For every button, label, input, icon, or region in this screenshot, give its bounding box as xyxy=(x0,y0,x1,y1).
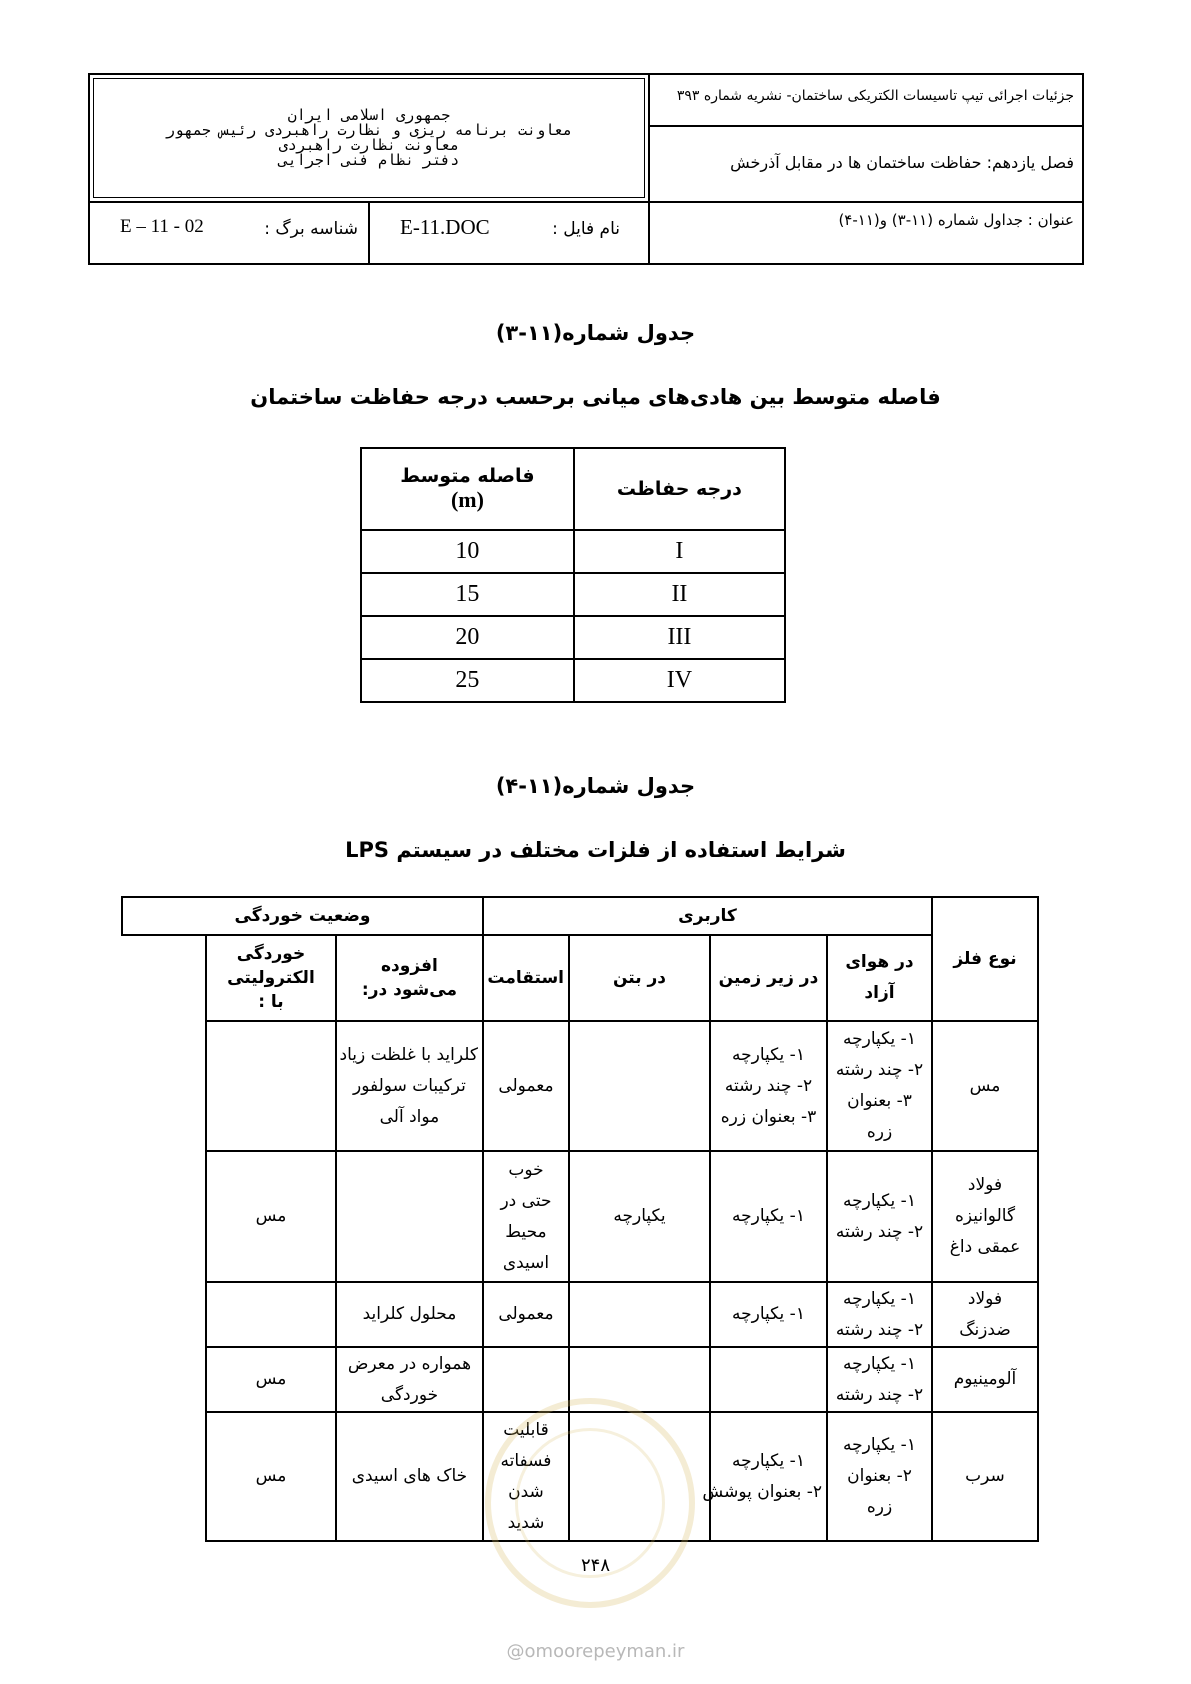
concrete-cell xyxy=(569,1347,710,1412)
increased-in-cell xyxy=(336,1151,483,1282)
col-concrete: در بتن xyxy=(569,935,710,1021)
increased-in-cell: همواره در معرض خوردگی xyxy=(336,1347,483,1412)
file-name-cell xyxy=(370,203,650,263)
col-underground: در زیر زمین xyxy=(710,935,827,1021)
table2-body xyxy=(122,1021,1038,1541)
distance-cell: 10 xyxy=(361,530,574,573)
underground-cell xyxy=(710,1347,827,1412)
col-protection-grade: درجه حفاظت xyxy=(574,448,785,530)
organization-cell xyxy=(90,75,650,203)
col-resistance: استقامت xyxy=(483,935,569,1021)
file-name-value: E-11.DOC xyxy=(400,215,490,239)
col-open-air: در هوای آزاد xyxy=(827,935,932,1021)
resistance-cell: معمولی xyxy=(483,1282,569,1347)
metal-cell: فولاد ضدزنگ xyxy=(932,1282,1038,1347)
increased-in-cell: خاک های اسیدی xyxy=(336,1412,483,1541)
distance-cell: 25 xyxy=(361,659,574,702)
distance-cell: 15 xyxy=(361,573,574,616)
col-electrolytic: خوردگی الکترولیتی با : xyxy=(206,935,336,1021)
underground-cell: ۱- یکپارچه xyxy=(710,1151,827,1282)
table1-number: جدول شماره(۱۱-۳) xyxy=(495,321,696,345)
chapter-title: فصل یازدهم: حفاظت ساختمان ها در مقابل آذرخش xyxy=(730,153,1074,172)
underground-cell: ۱- یکپارچه xyxy=(710,1282,827,1347)
electrolytic-cell: مس xyxy=(206,1347,336,1412)
underground-cell: ۱- یکپارچه ۲- چند رشته ۳- بعنوان زره xyxy=(710,1021,827,1151)
table1 xyxy=(360,447,786,703)
grade-cell: III xyxy=(574,616,785,659)
metal-cell: مس xyxy=(932,1021,1038,1151)
col-increased-in: افزوده می‌شود در: xyxy=(336,935,483,1021)
col-group-corrosion: وضعیت خوردگی xyxy=(122,897,483,935)
org-line: دفتر نظام فنی اجرایی xyxy=(278,151,460,169)
open-air-cell: ۱- یکپارچه ۲- چند رشته xyxy=(827,1347,932,1412)
electrolytic-cell xyxy=(206,1282,336,1347)
table-row xyxy=(122,1282,1038,1347)
org-line: معاونت برنامه ریزی و نظارت راهبردی رئیس جمهور xyxy=(165,121,573,139)
watermark: @omoorepeyman.ir xyxy=(506,1641,685,1662)
metal-cell: سرب xyxy=(932,1412,1038,1541)
subject-title: عنوان : جداول شماره (۱۱-۳) و(۱۱-۴) xyxy=(838,211,1074,229)
table-row xyxy=(122,1021,1038,1151)
organization-box xyxy=(93,78,645,198)
org-line: معاونت نظارت راهبردی xyxy=(278,136,460,154)
grade-cell: II xyxy=(574,573,785,616)
underground-cell: ۱- یکپارچه ۲- بعنوان پوشش xyxy=(710,1412,827,1541)
resistance-cell xyxy=(483,1347,569,1412)
table-row xyxy=(122,1412,1038,1541)
table-row xyxy=(122,1151,1038,1282)
table2 xyxy=(121,896,1039,1542)
table2-number: جدول شماره(۱۱-۴) xyxy=(495,774,696,798)
table-header-row xyxy=(361,448,785,530)
table-row xyxy=(361,616,785,659)
file-name-label: نام فایل : xyxy=(552,219,620,239)
distance-cell: 20 xyxy=(361,616,574,659)
grade-cell: I xyxy=(574,530,785,573)
table-row xyxy=(361,573,785,616)
concrete-cell xyxy=(569,1282,710,1347)
table-row xyxy=(361,530,785,573)
increased-in-cell: محلول کلراید xyxy=(336,1282,483,1347)
table-row xyxy=(361,659,785,702)
electrolytic-cell: مس xyxy=(206,1412,336,1541)
publication-title: جزئیات اجرائی تیپ تاسیسات الکتریکی ساختمان- نشریه شماره ۳۹۳ xyxy=(676,88,1074,104)
open-air-cell: ۱- یکپارچه ۲- چند رشته xyxy=(827,1282,932,1347)
table-header-row xyxy=(122,897,1038,935)
increased-in-cell: کلراید با غلظت زیاد ترکیبات سولفور مواد آلی xyxy=(336,1021,483,1151)
org-line: جمهوری اسلامی ایران xyxy=(287,106,451,124)
col-group-usage: کاربری xyxy=(483,897,932,935)
publication-cell xyxy=(650,75,1082,127)
open-air-cell: ۱- یکپارچه ۲- چند رشته ۳- بعنوان زره xyxy=(827,1021,932,1151)
open-air-cell: ۱- یکپارچه ۲- بعنوان زره xyxy=(827,1412,932,1541)
concrete-cell: یکپارچه xyxy=(569,1151,710,1282)
grade-cell: IV xyxy=(574,659,785,702)
metal-cell: آلومینیوم xyxy=(932,1347,1038,1412)
col-average-distance: فاصله متوسط (m) xyxy=(361,448,574,530)
sheet-id-label: شناسه برگ : xyxy=(264,219,358,239)
col-metal-type: نوع فلز xyxy=(932,897,1038,1021)
table-header-row xyxy=(122,935,1038,1021)
page-number: ۲۴۸ xyxy=(580,1555,610,1576)
sheet-id-cell xyxy=(90,203,370,263)
resistance-cell: معمولی xyxy=(483,1021,569,1151)
electrolytic-cell: مس xyxy=(206,1151,336,1282)
resistance-cell: قابلیت فسفاته شدن شدید xyxy=(483,1412,569,1541)
document-header xyxy=(88,73,1084,265)
metal-cell: فولاد گالوانیزه عمقی داغ xyxy=(932,1151,1038,1282)
table1-title: فاصله متوسط بین هادی‌های میانی برحسب درجه حفاظت ساختمان xyxy=(250,385,941,409)
concrete-cell xyxy=(569,1412,710,1541)
sheet-id-value: E – 11 - 02 xyxy=(120,216,204,237)
table2-title: شرایط استفاده از فلزات مختلف در سیستم LPS xyxy=(345,838,846,862)
open-air-cell: ۱- یکپارچه ۲- چند رشته xyxy=(827,1151,932,1282)
table-row xyxy=(122,1347,1038,1412)
chapter-cell xyxy=(650,127,1082,203)
resistance-cell: خوب حتی در محیط اسیدی xyxy=(483,1151,569,1282)
electrolytic-cell xyxy=(206,1021,336,1151)
concrete-cell xyxy=(569,1021,710,1151)
subject-cell xyxy=(650,203,1082,263)
